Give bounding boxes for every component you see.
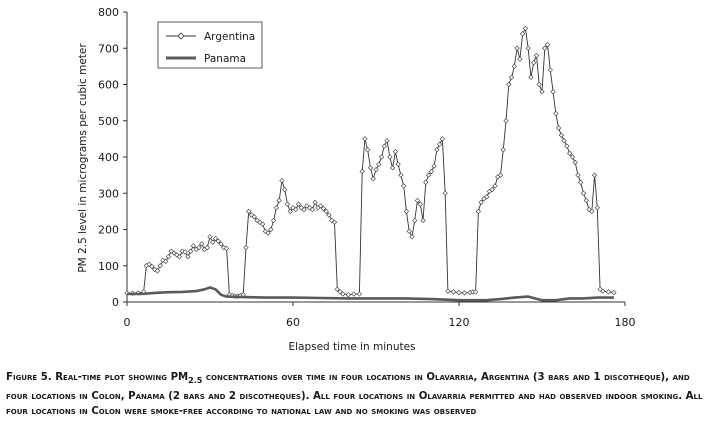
data-point-argentina	[366, 148, 370, 152]
data-point-argentina	[512, 64, 516, 68]
data-point-argentina	[529, 75, 533, 79]
y-tick-label: 400	[98, 151, 119, 164]
x-tick-label: 180	[614, 316, 636, 329]
caption-subscript: 2.5	[188, 376, 203, 386]
data-point-argentina	[548, 68, 552, 72]
data-point-argentina	[457, 290, 461, 294]
data-point-argentina	[584, 198, 588, 202]
data-point-argentina	[357, 292, 361, 296]
data-point-argentina	[581, 191, 585, 195]
y-axis-title: PM 2.5 level in micrograms per cubic meter	[77, 43, 89, 273]
data-point-argentina	[371, 177, 375, 181]
data-point-argentina	[390, 166, 394, 170]
data-point-argentina	[352, 292, 356, 296]
y-tick-label: 200	[98, 223, 119, 237]
x-ticks	[124, 302, 636, 329]
caption-rest: concentrations over time in four locations in Olavarria, Argentina (3 bars and 1 discotheque), and four locations in Colon, Panama (2 bars and 2 discotheques). All four locations in Olavarria permitted and had observed indoor smoking. All four locations in Colon were smoke-free according to national law and no smoking was observed	[6, 372, 703, 418]
data-point-argentina	[360, 169, 364, 173]
data-point-argentina	[346, 293, 350, 297]
data-point-argentina	[551, 90, 555, 94]
data-point-argentina	[515, 46, 519, 50]
data-point-argentina	[473, 290, 477, 294]
y-ticks	[98, 6, 127, 309]
y-tick-label: 700	[98, 42, 119, 56]
data-point-argentina	[413, 218, 417, 222]
series-line-argentina	[127, 28, 614, 296]
data-point-argentina	[440, 137, 444, 141]
data-point-argentina	[377, 162, 381, 166]
data-point-argentina	[363, 137, 367, 141]
data-point-argentina	[606, 290, 610, 294]
data-point-argentina	[507, 82, 511, 86]
data-point-argentina	[576, 173, 580, 177]
data-point-argentina	[407, 229, 411, 233]
data-point-argentina	[540, 90, 544, 94]
data-point-argentina	[410, 235, 414, 239]
data-point-argentina	[504, 119, 508, 123]
data-point-argentina	[388, 155, 392, 159]
data-point-argentina	[401, 184, 405, 188]
legend	[158, 22, 262, 68]
data-point-argentina	[421, 218, 425, 222]
legend-label-panama: Panama	[204, 53, 247, 65]
data-point-argentina	[313, 200, 317, 204]
x-tick-label: 60	[286, 316, 300, 329]
legend-label-argentina: Argentina	[204, 31, 256, 43]
data-point-argentina	[518, 57, 522, 61]
data-point-argentina	[592, 173, 596, 177]
data-point-argentina	[283, 187, 287, 191]
data-point-argentina	[424, 180, 428, 184]
data-point-argentina	[534, 53, 538, 57]
data-point-argentina	[554, 111, 558, 115]
data-point-argentina	[565, 144, 569, 148]
data-point-argentina	[446, 289, 450, 293]
data-point-argentina	[399, 173, 403, 177]
data-point-argentina	[277, 198, 281, 202]
data-point-argentina	[532, 61, 536, 65]
x-axis-title: Elapsed time in minutes	[288, 341, 416, 353]
y-tick-label: 100	[98, 259, 119, 273]
series-line-panama	[127, 288, 614, 301]
data-point-argentina	[501, 148, 505, 152]
data-point-argentina	[612, 290, 616, 294]
data-point-argentina	[285, 202, 289, 206]
data-point-argentina	[595, 206, 599, 210]
data-point-argentina	[271, 218, 275, 222]
data-point-argentina	[537, 82, 541, 86]
data-point-argentina	[186, 254, 190, 258]
y-tick-label: 0	[112, 296, 119, 309]
data-point-argentina	[526, 46, 530, 50]
data-point-argentina	[556, 126, 560, 130]
data-point-argentina	[379, 155, 383, 159]
data-point-argentina	[274, 206, 278, 210]
data-point-argentina	[579, 180, 583, 184]
data-point-argentina	[573, 160, 577, 164]
data-point-argentina	[208, 235, 212, 239]
data-point-argentina	[280, 178, 284, 182]
data-point-argentina	[396, 162, 400, 166]
data-point-argentina	[188, 249, 192, 253]
data-point-argentina	[393, 149, 397, 153]
data-point-argentina	[158, 264, 162, 268]
caption-lead: Figure 5. Real-time plot showing PM	[6, 372, 189, 383]
data-point-argentina	[374, 167, 378, 171]
data-point-argentina	[244, 245, 248, 249]
data-point-argentina	[562, 138, 566, 142]
figure-caption	[6, 370, 706, 420]
data-point-argentina	[437, 142, 441, 146]
x-tick-label: 120	[448, 316, 470, 329]
data-point-argentina	[404, 209, 408, 213]
data-point-argentina	[559, 133, 563, 137]
data-point-argentina	[443, 191, 447, 195]
data-point-argentina	[523, 26, 527, 30]
y-tick-label: 800	[98, 6, 119, 19]
y-tick-label: 600	[98, 78, 119, 92]
data-point-argentina	[509, 75, 513, 79]
data-point-argentina	[435, 148, 439, 152]
data-point-argentina	[476, 209, 480, 213]
data-point-argentina	[382, 144, 386, 148]
data-point-argentina	[166, 254, 170, 258]
data-point-argentina	[385, 138, 389, 142]
y-tick-label: 500	[98, 114, 119, 128]
y-tick-label: 300	[98, 187, 119, 201]
data-point-argentina	[368, 166, 372, 170]
x-tick-label: 0	[123, 316, 131, 329]
data-point-argentina	[520, 32, 524, 36]
data-point-argentina	[432, 164, 436, 168]
data-point-argentina	[462, 291, 466, 295]
data-point-argentina	[451, 290, 455, 294]
